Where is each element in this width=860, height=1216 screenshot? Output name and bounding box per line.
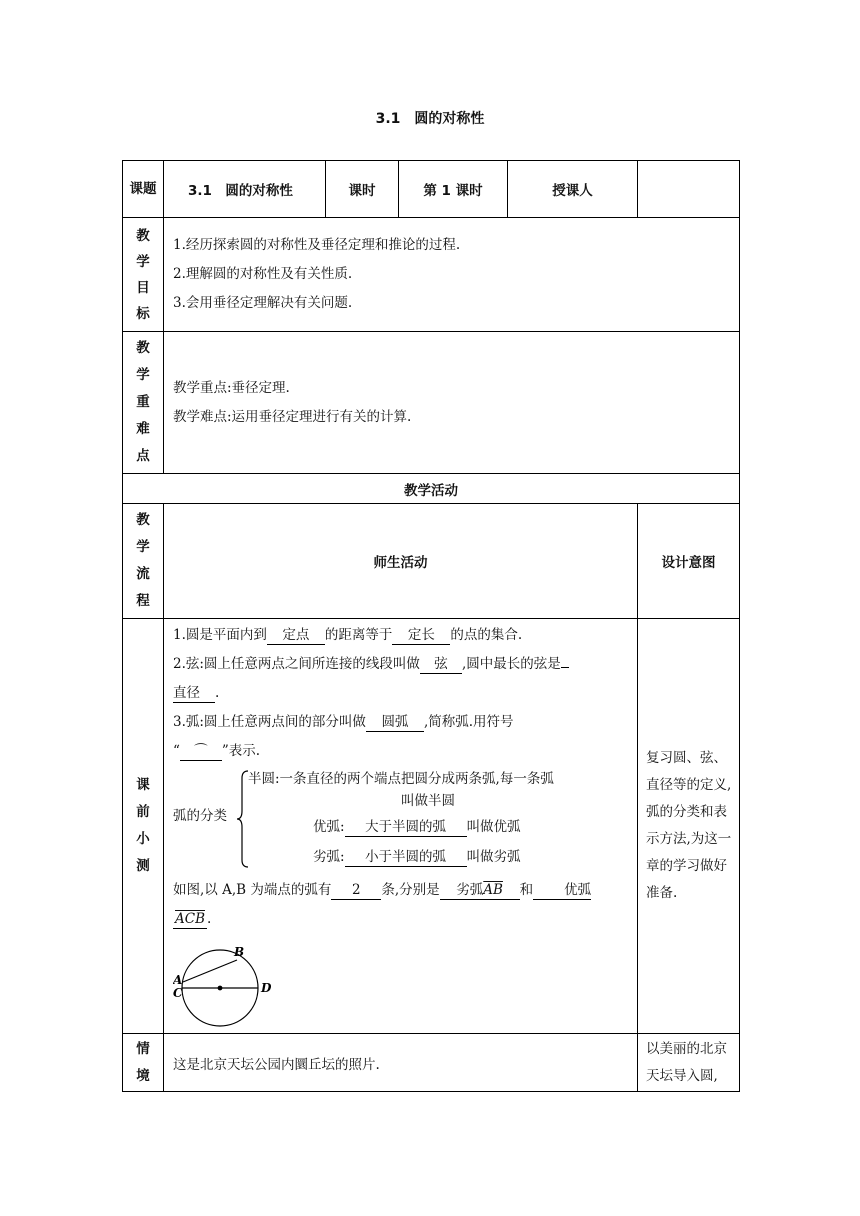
point-label-a: A — [173, 973, 183, 987]
point-label-c: C — [173, 986, 183, 1000]
goal-item: 2.理解圆的对称性及有关性质. — [173, 266, 353, 282]
arc-classification — [173, 768, 637, 872]
hours-value: 第 1 课时 — [399, 161, 508, 218]
goals-row — [123, 218, 740, 332]
key-points-row — [123, 332, 740, 474]
major-arc-def: 优弧: 大于半圆的弧 叫做优弧 — [313, 819, 521, 835]
lesson-plan-table — [122, 160, 740, 1092]
question-4: 如图,以 A,B 为端点的弧有 2 条,分别是 劣弧$\overline{AB}$ 和 优弧 — [173, 882, 592, 898]
activity-column-header: 师生活动 — [164, 504, 638, 619]
blank-answer: 定长 — [392, 626, 450, 645]
flow-header-row — [123, 504, 740, 619]
teacher-label: 授课人 — [508, 161, 638, 218]
key-point-item: 教学难点:运用垂径定理进行有关的计算. — [173, 408, 412, 425]
pre-test-row — [123, 619, 740, 1034]
question-3-cont: “ ⌒ ”表示. — [173, 743, 261, 759]
classification-label: 弧的分类 — [173, 808, 227, 824]
blank-answer: 小于半圆的弧 — [345, 848, 467, 867]
key-points-content — [164, 332, 740, 474]
goal-item: 1.经历探索圆的对称性及垂径定理和推论的过程. — [173, 237, 461, 253]
blank-answer: 大于半圆的弧 — [345, 818, 467, 837]
topic-value: 3.1 圆的对称性 — [164, 161, 326, 218]
question-4-cont: $\overline{ACB}$ . — [175, 911, 212, 927]
semicircle-def: 半圆:一条直径的两个端点把圆分成两条弧,每一条弧 — [248, 771, 554, 787]
point-label-d: D — [261, 981, 272, 995]
blank-answer: $\overline{ACB}$ — [175, 911, 205, 927]
key-point-item: 教学重点:垂径定理. — [173, 379, 290, 396]
key-points-label: 教学重难点 — [123, 332, 164, 474]
intent-column-header: 设计意图 — [638, 504, 740, 619]
circle-figure — [173, 938, 283, 1033]
pre-test-content — [164, 619, 638, 1034]
goals-label: 教学目标 — [123, 218, 164, 332]
arc-symbol-icon: ⌒ — [180, 742, 222, 761]
header-row — [123, 161, 740, 218]
goal-item: 3.会用垂径定理解决有关问题. — [173, 295, 353, 311]
blank-answer: 优弧 — [533, 881, 591, 900]
blank-answer: 劣弧$\overline{AB}$ — [440, 881, 520, 900]
blank-answer: 定点 — [267, 626, 325, 645]
blank-answer: 2 — [331, 881, 381, 900]
pre-test-label: 课前小测 — [123, 619, 164, 1034]
topic-label: 课题 — [123, 161, 164, 218]
semicircle-def-2: 叫做半圆 — [401, 793, 455, 809]
teacher-value — [638, 161, 740, 218]
blank-answer: 圆弧 — [366, 713, 424, 732]
scenario-intent: 以美丽的北京天坛导入圆, — [638, 1034, 740, 1092]
goals-content — [164, 218, 740, 332]
scenario-label: 情境 — [123, 1034, 164, 1092]
hours-label: 课时 — [326, 161, 399, 218]
point-label-b: B — [234, 945, 245, 959]
scenario-row — [123, 1034, 740, 1092]
page-title: 3.1 圆的对称性 — [375, 111, 485, 127]
minor-arc-def: 劣弧: 小于半圆的弧 叫做劣弧 — [313, 849, 521, 865]
question-1: 1.圆是平面内到 定点 的距离等于 定长 的点的集合. — [173, 627, 523, 643]
flow-label: 教学流程 — [123, 504, 164, 619]
activities-title: 教学活动 — [123, 474, 740, 504]
pre-test-intent: 复习圆、弦、直径等的定义,弧的分类和表示方法,为这一章的学习做好准备. — [638, 619, 740, 1034]
question-3: 3.弧:圆上任意两点间的部分叫做 圆弧 ,简称弧.用符号 — [173, 714, 514, 730]
blank-answer: 直径 — [173, 684, 215, 703]
blank-answer: 弦 — [420, 655, 462, 674]
question-2: 2.弦:圆上任意两点之间所连接的线段叫做 弦 ,圆中最长的弦是 — [173, 650, 637, 679]
question-2-cont: 直径 . — [173, 685, 220, 701]
scenario-text: 这是北京天坛公园内圜丘坛的照片. — [164, 1034, 638, 1092]
